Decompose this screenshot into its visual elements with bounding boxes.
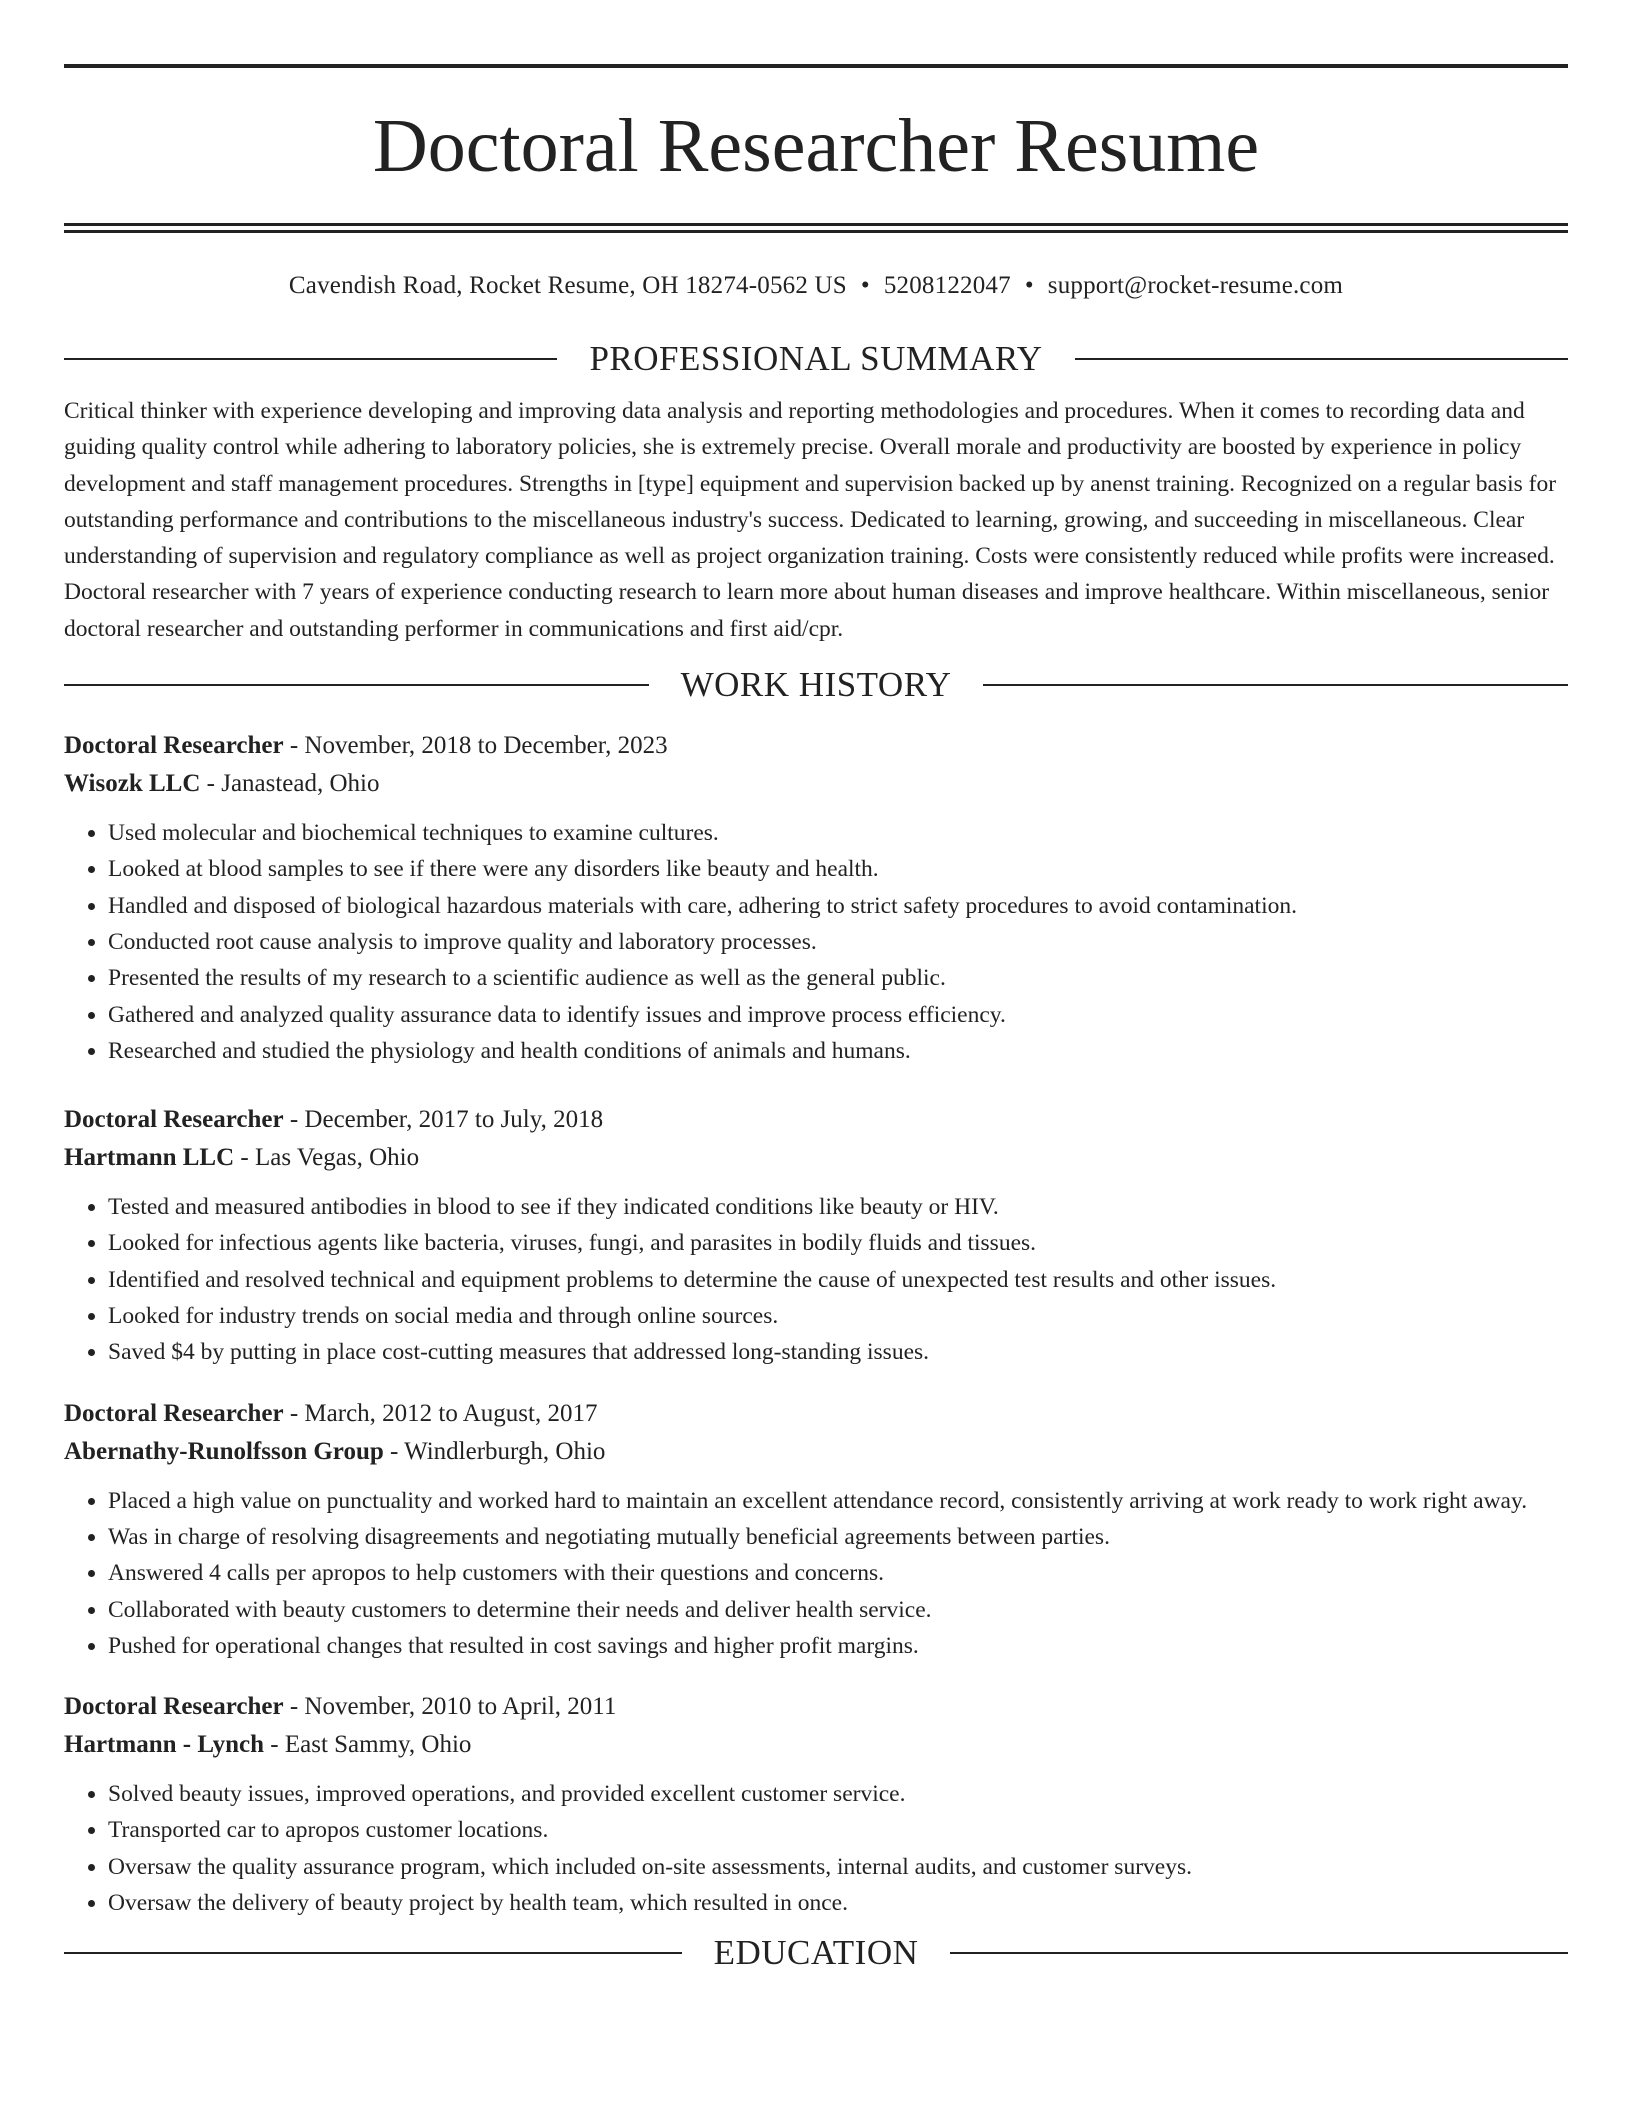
job-location: - East Sammy, Ohio bbox=[264, 1731, 472, 1759]
list-item: • Used molecular and biochemical techniques to examine cultures. bbox=[108, 815, 1568, 851]
resume-page bbox=[64, 64, 1568, 1973]
job-company-line bbox=[64, 1433, 1568, 1471]
job-title-line bbox=[64, 1101, 1568, 1139]
page-title: Doctoral Researcher Resume bbox=[372, 104, 1260, 188]
list-item: • Pushed for operational changes that resulted in cost savings and higher profit margins. bbox=[108, 1628, 1568, 1664]
section-heading-education bbox=[64, 1933, 1568, 1973]
job-company: Hartmann - Lynch bbox=[64, 1731, 265, 1759]
job-title: Doctoral Researcher bbox=[64, 1106, 284, 1134]
job-location: - Janastead, Ohio bbox=[200, 770, 380, 798]
work-history-list bbox=[64, 727, 1568, 1921]
section-title: EDUCATION bbox=[713, 1933, 919, 1973]
list-item: • Oversaw the delivery of beauty project by health team, which resulted in once. bbox=[108, 1885, 1568, 1921]
list-item: • Gathered and analyzed quality assurance data to identify issues and improve process efficiency. bbox=[108, 997, 1568, 1033]
section-heading-work bbox=[64, 665, 1568, 705]
heading-rule-right bbox=[950, 1952, 1568, 1954]
job-bullets bbox=[64, 1483, 1568, 1664]
list-item: • Identified and resolved technical and equipment problems to determine the cause of unexpected test results and other issues. bbox=[108, 1262, 1568, 1298]
job-dates: - March, 2012 to August, 2017 bbox=[283, 1399, 598, 1427]
section-title: WORK HISTORY bbox=[680, 665, 952, 705]
job-bullets bbox=[64, 815, 1568, 1069]
section-title: PROFESSIONAL SUMMARY bbox=[589, 339, 1043, 378]
job-company: Abernathy-Runolfsson Group bbox=[64, 1437, 384, 1465]
job-company-line bbox=[64, 1726, 1568, 1764]
list-item: • Transported car to apropos customer locations. bbox=[108, 1812, 1568, 1848]
job-entry bbox=[64, 1101, 1568, 1370]
job-title: Doctoral Researcher bbox=[64, 732, 284, 760]
list-item: • Looked for infectious agents like bacteria, viruses, fungi, and parasites in bodily fluids and tissues. bbox=[108, 1225, 1568, 1261]
job-entry bbox=[64, 1395, 1568, 1664]
list-item: • Was in charge of resolving disagreements and negotiating mutually beneficial agreements between parties. bbox=[108, 1519, 1568, 1555]
list-item: • Solved beauty issues, improved operations, and provided excellent customer service. bbox=[108, 1776, 1568, 1812]
contact-separator: • bbox=[860, 272, 870, 299]
job-bullets bbox=[64, 1776, 1568, 1921]
job-location: - Windlerburgh, Ohio bbox=[383, 1437, 606, 1465]
heading-rule-left bbox=[64, 358, 557, 360]
list-item: • Looked at blood samples to see if there were any disorders like beauty and health. bbox=[108, 851, 1568, 887]
list-item: • Answered 4 calls per apropos to help customers with their questions and concerns. bbox=[108, 1555, 1568, 1591]
list-item: • Looked for industry trends on social media and through online sources. bbox=[108, 1298, 1568, 1334]
heading-rule-right bbox=[1075, 358, 1568, 360]
list-item: • Presented the results of my research to a scientific audience as well as the general public. bbox=[108, 960, 1568, 996]
job-bullets bbox=[64, 1189, 1568, 1370]
top-rule bbox=[64, 64, 1568, 68]
job-title: Doctoral Researcher bbox=[64, 1693, 284, 1721]
job-title: Doctoral Researcher bbox=[64, 1399, 284, 1427]
list-item: • Researched and studied the physiology and health conditions of animals and humans. bbox=[108, 1033, 1568, 1069]
contact-line bbox=[64, 271, 1568, 301]
title-double-rule bbox=[64, 223, 1568, 233]
list-item: • Collaborated with beauty customers to determine their needs and deliver health service. bbox=[108, 1592, 1568, 1628]
job-dates: - November, 2018 to December, 2023 bbox=[283, 732, 668, 760]
job-company-line bbox=[64, 1139, 1568, 1177]
section-heading-summary bbox=[64, 339, 1568, 379]
job-company: Wisozk LLC bbox=[64, 770, 201, 798]
professional-summary: Critical thinker with experience developing and improving data analysis and reporting methodologies and procedures. When it comes to recording data and guiding quality control while adhering to laboratory policies, she is extremely precise. Overall morale and productivity are boosted by experience in policy development and staff management procedures. Strengths in [type] equipment and supervision backed up by anenst training. Recognized on a regular basis for outstanding performance and contributions to the miscellaneous industry's success. Dedicated to learning, growing, and succeeding in miscellaneous. Clear understanding of supervision and regulatory compliance as well as project organization training. Costs were consistently reduced while profits were increased. Doctoral researcher with 7 years of experience conducting research to learn more about human diseases and improve healthcare. Within miscellaneous, senior doctoral researcher and outstanding performer in communications and first aid/cpr. bbox=[64, 398, 1557, 642]
job-location: - Las Vegas, Ohio bbox=[234, 1144, 420, 1172]
list-item: • Placed a high value on punctuality and worked hard to maintain an excellent attendance record, consistently arriving at work ready to work right away. bbox=[108, 1483, 1568, 1519]
list-item: • Tested and measured antibodies in blood to see if they indicated conditions like beauty or HIV. bbox=[108, 1189, 1568, 1225]
job-title-line bbox=[64, 727, 1568, 765]
job-company: Hartmann LLC bbox=[64, 1144, 235, 1172]
list-item: • Oversaw the quality assurance program, which included on-site assessments, internal audits, and customer surveys. bbox=[108, 1849, 1568, 1885]
contact-email: support@rocket-resume.com bbox=[1047, 272, 1344, 299]
contact-phone: 5208122047 bbox=[883, 272, 1011, 299]
list-item: • Conducted root cause analysis to improve quality and laboratory processes. bbox=[108, 924, 1568, 960]
job-title-line bbox=[64, 1688, 1568, 1726]
job-entry bbox=[64, 1688, 1568, 1921]
job-entry bbox=[64, 727, 1568, 1069]
list-item: • Handled and disposed of biological hazardous materials with care, adhering to strict safety procedures to avoid contamination. bbox=[108, 888, 1568, 924]
job-dates: - November, 2010 to April, 2011 bbox=[283, 1693, 617, 1721]
contact-separator: • bbox=[1024, 272, 1034, 299]
job-dates: - December, 2017 to July, 2018 bbox=[283, 1106, 604, 1134]
job-company-line bbox=[64, 765, 1568, 803]
list-item: • Saved $4 by putting in place cost-cutting measures that addressed long-standing issues. bbox=[108, 1334, 1568, 1370]
heading-rule-left bbox=[64, 1952, 682, 1954]
heading-rule-left bbox=[64, 684, 649, 686]
contact-address: Cavendish Road, Rocket Resume, OH 18274-0562 US bbox=[288, 272, 847, 299]
heading-rule-right bbox=[983, 684, 1568, 686]
job-title-line bbox=[64, 1395, 1568, 1433]
